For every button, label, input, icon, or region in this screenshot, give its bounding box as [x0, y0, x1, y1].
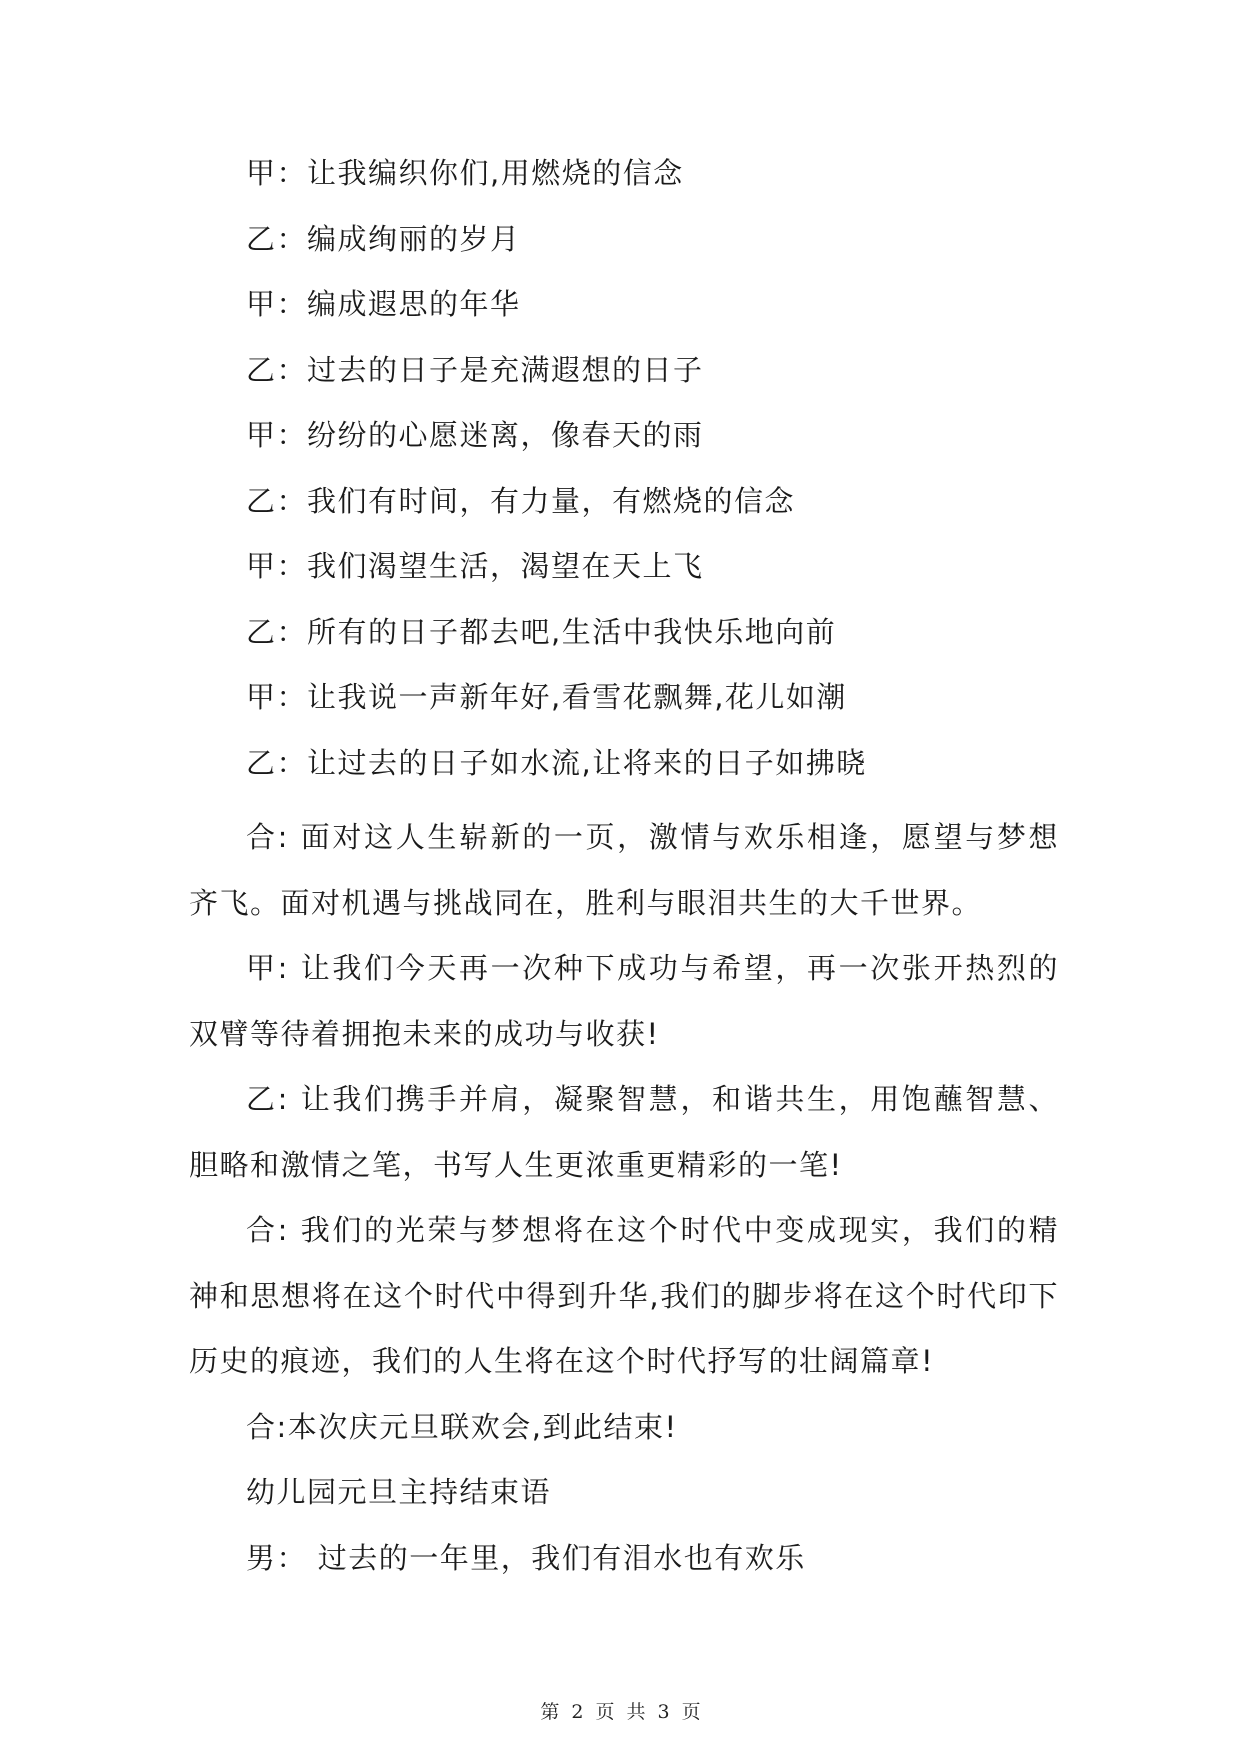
dialogue-line: 乙：所有的日子都去吧,生活中我快乐地向前 [246, 614, 837, 649]
dialogue-line: 乙：让过去的日子如水流,让将来的日子如拂晓 [246, 745, 867, 780]
document-body [189, 150, 1059, 1591]
paragraph: 合: 我们的光荣与梦想将在这个时代中变成现实，我们的精神和思想将在这个时代中得到升华,我们的脚步将在这个时代印下历史的痕迹，我们的人生将在这个时代抒写的壮阔篇章! [189, 1213, 1059, 1378]
paragraph: 合: 面对这人生崭新的一页，激情与欢乐相逢，愿望与梦想齐飞。面对机遇与挑战同在，胜利与眼泪共生的大千世界。 [189, 820, 1059, 920]
dialogue-line: 甲：纷纷的心愿迷离，像春天的雨 [246, 418, 704, 452]
paragraph: 合:本次庆元旦联欢会,到此结束! [246, 1409, 678, 1444]
dialogue-line: 甲：让我说一声新年好,看雪花飘舞,花儿如潮 [246, 680, 847, 714]
page-number-footer: 第 2 页 共 3 页 [540, 1701, 701, 1723]
dialogue-line: 乙：编成绚丽的岁月 [246, 221, 521, 256]
paragraph: 男： 过去的一年里，我们有泪水也有欢乐 [246, 1540, 806, 1575]
paragraph: 乙: 让我们携手并肩，凝聚智慧，和谐共生，用饱蘸智慧、胆略和激情之笔，书写人生更浓重更精彩的一笔! [189, 1082, 1059, 1182]
dialogue-line: 甲：让我编织你们,用燃烧的信念 [246, 156, 684, 190]
section-heading: 幼儿园元旦主持结束语 [246, 1475, 552, 1509]
dialogue-line: 乙：过去的日子是充满遐想的日子 [246, 352, 704, 387]
paragraph: 甲: 让我们今天再一次种下成功与希望，再一次张开热烈的双臂等待着拥抱未来的成功与收获! [189, 951, 1059, 1051]
dialogue-line: 乙：我们有时间，有力量，有燃烧的信念 [246, 483, 796, 518]
dialogue-line: 甲：编成遐思的年华 [246, 287, 521, 321]
dialogue-line: 甲：我们渴望生活，渴望在天上飞 [246, 549, 704, 583]
